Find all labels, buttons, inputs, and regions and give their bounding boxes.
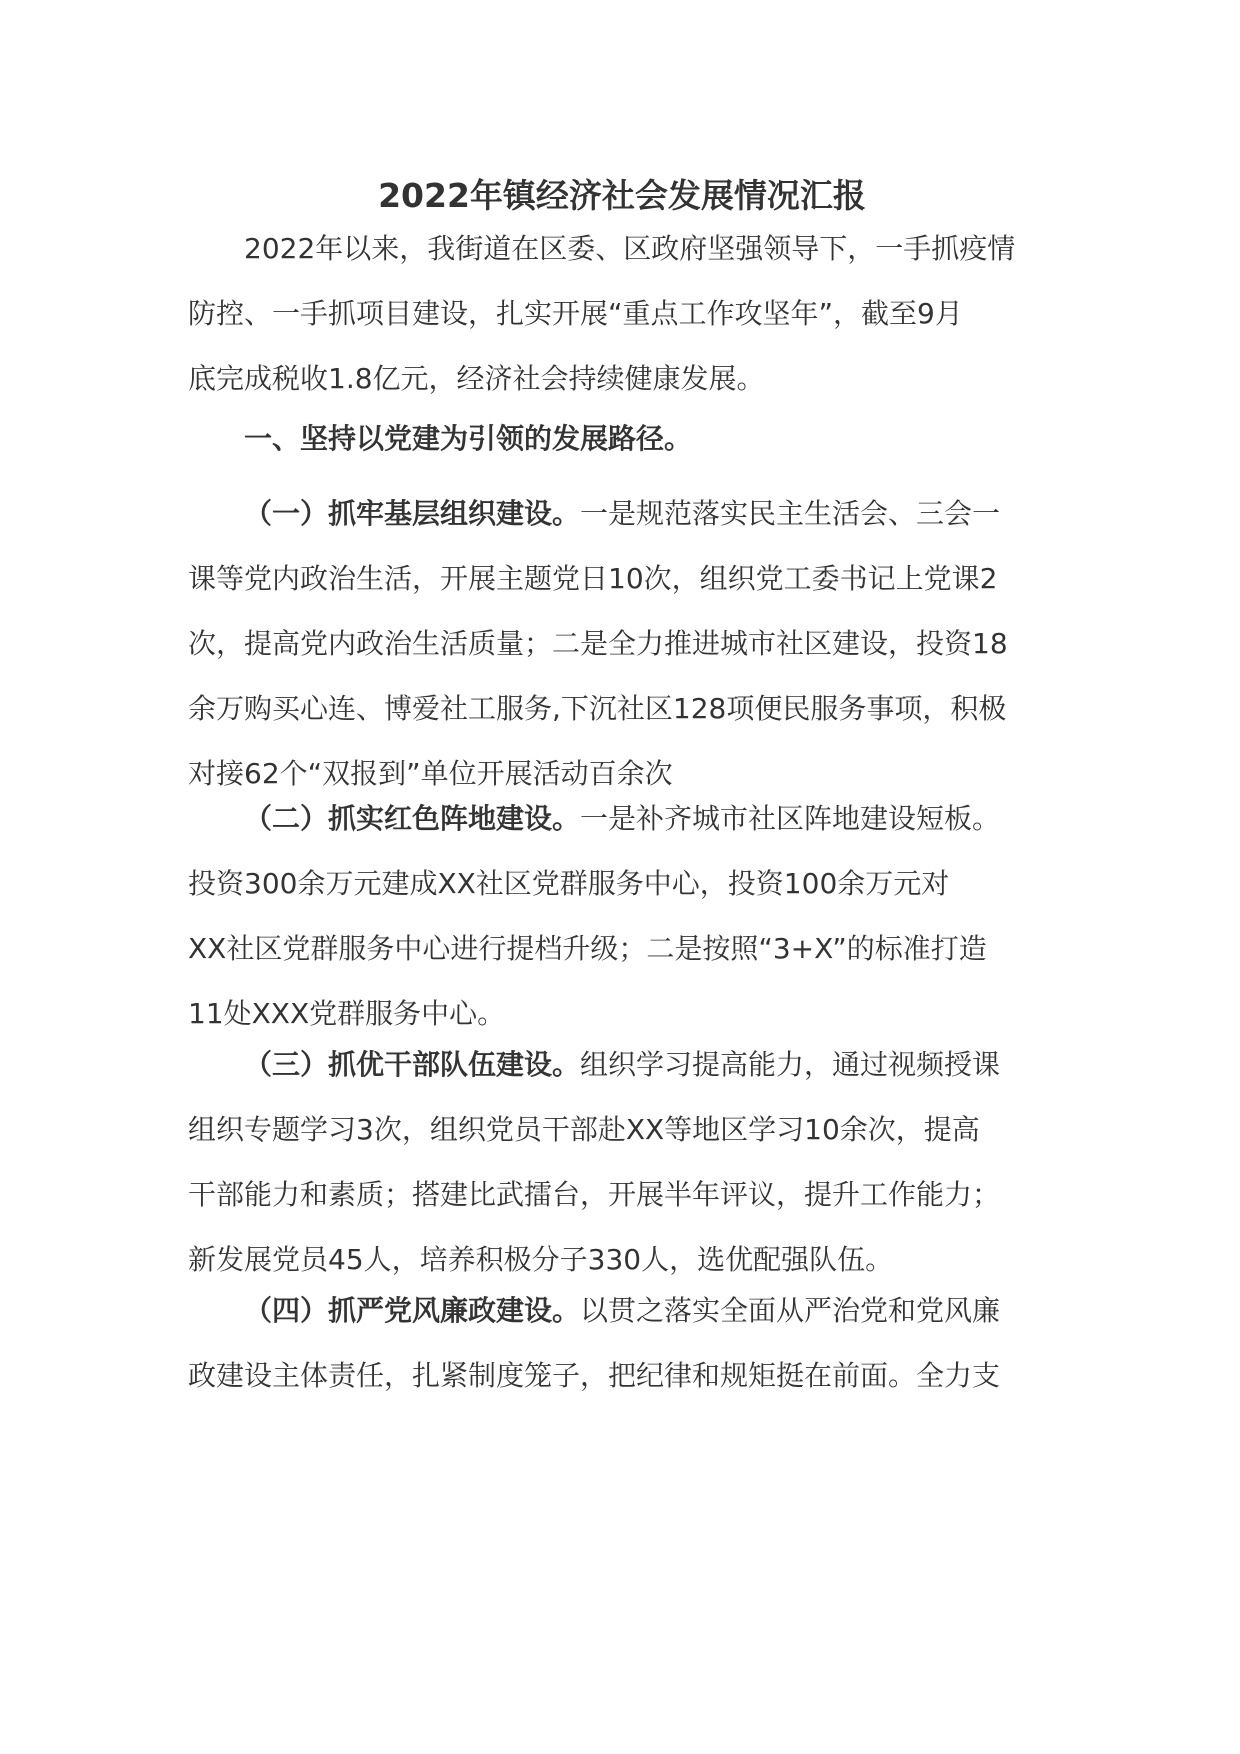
intro-line: 底完成税收1.8亿元，经济社会持续健康发展。: [188, 362, 765, 395]
subsection-1-line: 一是规范落实民主生活会、三会一: [580, 497, 1001, 530]
subsection-3-paragraph: [188, 1032, 1056, 1292]
subsection-4-line: 以贯之落实全面从严治党和党风廉: [580, 1294, 1001, 1327]
subsection-2-line: 11处XXX党群服务中心。: [188, 997, 506, 1030]
subsection-1-line: 对接62个“双报到”单位开展活动百余次: [188, 757, 673, 790]
subsection-2-line: 一是补齐城市社区阵地建设短板。: [580, 802, 1001, 835]
intro-paragraph: [188, 216, 1056, 411]
document-title: 2022年镇经济社会发展情况汇报: [378, 176, 866, 215]
subsection-4-line: 政建设主体责任，扎紧制度笼子，把纪律和规矩挺在前面。全力支: [188, 1359, 1001, 1392]
subsection-2-line: XX社区党群服务中心进行提档升级；二是按照“3+X”的标准打造: [188, 932, 987, 965]
subsection-2-paragraph: [188, 786, 1056, 1046]
subsection-2-lead: （二）抓实红色阵地建设。: [244, 802, 581, 835]
subsection-1-line: 次，提高党内政治生活质量；二是全力推进城市社区建设，投资18: [188, 627, 1008, 660]
subsection-2-first-line: [188, 786, 1056, 851]
subsection-4-lead: （四）抓严党风廉政建设。: [244, 1294, 581, 1327]
section-heading-1: 一、坚持以党建为引领的发展路径。: [244, 422, 693, 455]
subsection-1-paragraph: [188, 481, 1056, 806]
subsection-2-line: 投资300余万元建成XX社区党群服务中心，投资100余万元对: [188, 867, 950, 900]
subsection-1-line: 余万购买心连、博爱社工服务,下沉社区128项便民服务事项，积极: [188, 692, 1007, 725]
subsection-3-first-line: [188, 1032, 1056, 1097]
subsection-3-line: 干部能力和素质；搭建比武擂台，开展半年评议，提升工作能力；: [188, 1178, 1001, 1211]
intro-line: 防控、一手抓项目建设，扎实开展“重点工作攻坚年”，截至9月: [188, 297, 963, 330]
subsection-3-line: 新发展党员45人，培养积极分子330人，选优配强队伍。: [188, 1243, 894, 1276]
subsection-1-line: 课等党内政治生活，开展主题党日10次，组织党工委书记上党课2: [188, 562, 998, 595]
subsection-1-lead: （一）抓牢基层组织建设。: [244, 497, 581, 530]
subsection-3-lead: （三）抓优干部队伍建设。: [244, 1048, 581, 1081]
subsection-3-line: 组织专题学习3次，组织党员干部赴XX等地区学习10余次，提高: [188, 1113, 980, 1146]
intro-line: 2022年以来，我街道在区委、区政府坚强领导下，一手抓疫情: [244, 232, 1016, 265]
subsection-4-paragraph: [188, 1278, 1056, 1408]
subsection-1-first-line: [188, 481, 1056, 546]
subsection-3-line: 组织学习提高能力，通过视频授课: [580, 1048, 1001, 1081]
subsection-4-first-line: [188, 1278, 1056, 1343]
